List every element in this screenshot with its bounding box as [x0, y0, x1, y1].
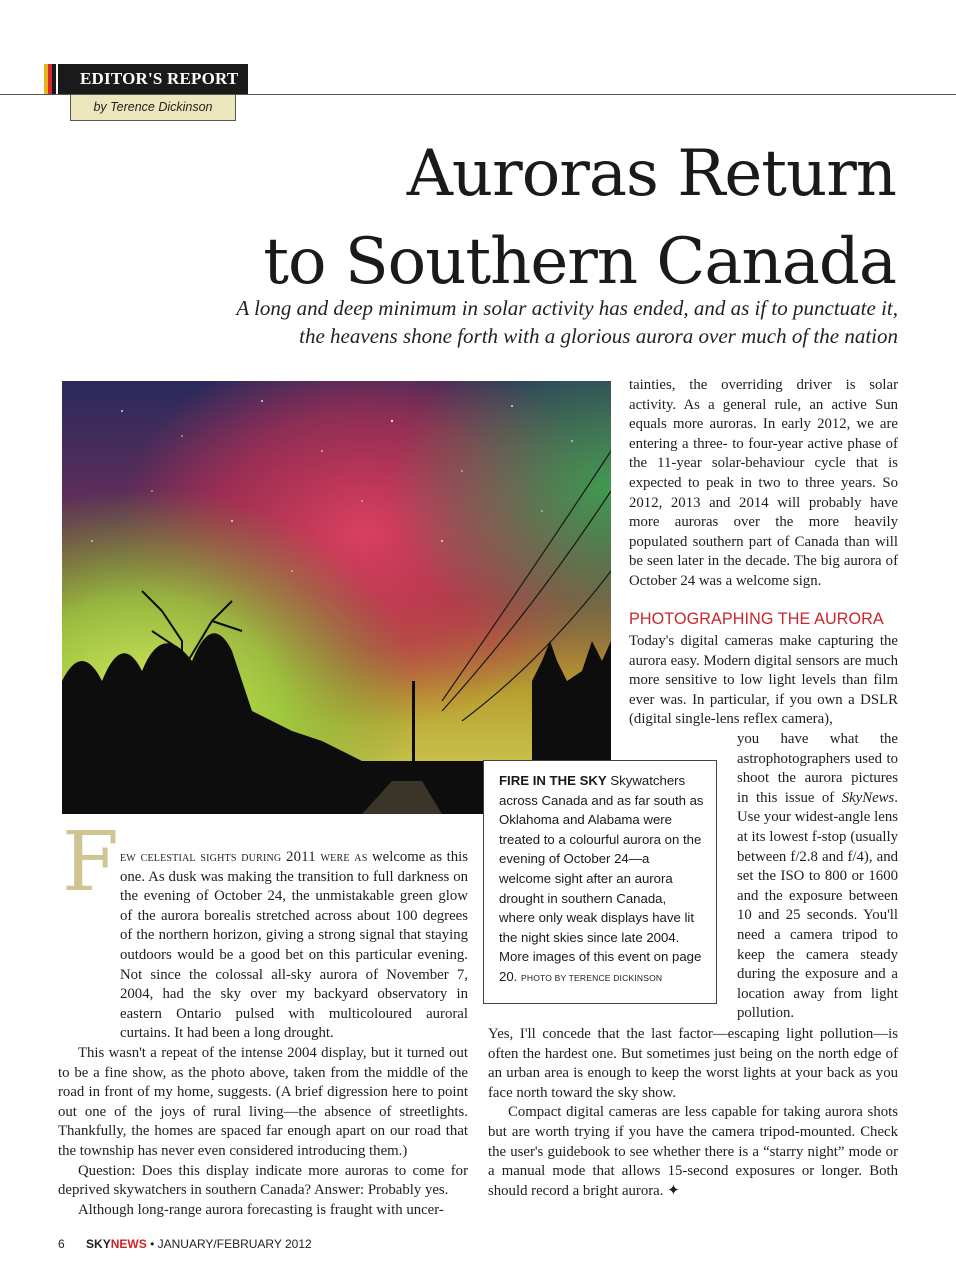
paragraph-7: Compact digital cameras are less capable for taking aurora shots but are worth trying if you have the camera tripod-mounted. Check the user's guidebook to see whether there is a “starry night” mode or a manual mode that allows 15-second exposures or longer. Both should record a bright aurora. ✦	[488, 1104, 898, 1199]
title-line-2: to Southern Canada	[263, 225, 896, 299]
paragraph-1: ew celestial sights during 2011 were as welcome as this one. As dusk was making the transition to full darkness on the evening of October 24, the unmistakable green glow of the aurora borealis stretched across about 100 degrees of the northern horizon, giving a strong signal that staying outdoors would be a good bet on this particular evening. Not since the colossal all-sky aurora of November 7, 2004, had the sky over my backyard observatory in eastern Ontario pulsed with multicoloured auroral curtains. It had been a long drought.	[120, 849, 468, 1042]
section-label: EDITOR'S REPORT	[58, 64, 248, 94]
page-footer	[58, 1237, 312, 1251]
footer-bullet: •	[150, 1237, 155, 1251]
end-mark-icon: ✦	[667, 1182, 680, 1199]
article-column-bottom	[488, 1025, 898, 1201]
caption-lead: FIRE IN THE SKY	[499, 773, 607, 788]
article-column-left	[58, 848, 468, 1220]
article-column-right-mid	[629, 632, 898, 730]
article-title	[263, 130, 896, 306]
brand-sky: SKY	[86, 1237, 111, 1251]
paragraph-5: tainties, the overriding driver is solar activity. As a general rule, an active Sun equals more auroras. In early 2012, we are entering a three- to four-year active phase of the 11-year solar-behaviour cycle that is expected to peak in two to three years. So 2012, 2013 and 2014 will probably have more auroras over the more heavily populated southern part of Canada than will be seen later in the decade. The big aurora of October 24 was a welcome sign.	[629, 377, 898, 589]
paragraph-4: Although long-range aurora forecasting is fraught with uncer-	[78, 1201, 444, 1218]
magazine-name: SkyNews	[841, 789, 895, 806]
paragraph-3: Question: Does this display indicate more auroras to come for deprived skywatchers in southern Canada? Answer: Probably yes.	[58, 1162, 468, 1199]
page-number: 6	[58, 1237, 65, 1251]
deck-line-2: the heavens shone forth with a glorious aurora over much of the nation	[299, 324, 898, 348]
brand-news: NEWS	[110, 1237, 147, 1251]
byline: by Terence Dickinson	[70, 95, 236, 121]
issue-date: JANUARY/FEBRUARY 2012	[157, 1237, 312, 1251]
caption-text: Skywatchers across Canada and as far south as Oklahoma and Alabama were treated to a colourful aurora on the evening of October 24—a welcome sight after an aurora drought in southern Canada, where only weak displays have lit the night skies since late 2004. More images of this event on page 20.	[499, 773, 704, 984]
paragraph-6b: you have what the astrophotographers used to shoot the aurora pictures in this issue of SkyNews. Use your widest-angle lens at its lowest f-stop (usually between f/2.8 and f/4), and set the ISO to 800 or 1600 and the exposure between 10 and 25 seconds. You'll need a camera tripod to keep the camera steady during the exposure and a location away from light pollution.	[737, 731, 898, 1022]
article-column-right-narrow	[737, 730, 898, 1024]
photo-caption	[483, 760, 717, 1004]
drop-cap: F	[62, 815, 119, 910]
article-column-right-top	[629, 376, 898, 592]
photo-credit: PHOTO BY TERENCE DICKINSON	[521, 972, 663, 983]
section-heading: PHOTOGRAPHING THE AURORA	[629, 609, 884, 628]
aurora-photo	[62, 381, 611, 814]
paragraph-6c: Yes, I'll concede that the last factor—escaping light pollution—is often the hardest one. But sometimes just being on the north edge of an urban area is enough to keep the worst lights at your back as you face north toward the sky show.	[488, 1026, 898, 1101]
article-deck	[138, 294, 898, 350]
deck-line-1: A long and deep minimum in solar activity has ended, and as if to punctuate it,	[236, 296, 898, 320]
paragraph-6a: Today's digital cameras make capturing the aurora easy. Modern digital sensors are much more sensitive to low light levels than film ever was. In particular, if you own a DSLR (digital single-lens reflex camera),	[629, 633, 898, 728]
section-color-stripes	[44, 64, 56, 94]
paragraph-2: This wasn't a repeat of the intense 2004 display, but it turned out to be a fine show, as the photo above, taken from the middle of the road in front of my home, suggests. (A brief digression here to point out one of the joys of rural living—the absence of streetlights. Thankfully, the homes are spaced far enough apart on our road that the township has never even considered introducing them.)	[58, 1044, 468, 1159]
title-line-1: Auroras Return	[406, 137, 896, 211]
